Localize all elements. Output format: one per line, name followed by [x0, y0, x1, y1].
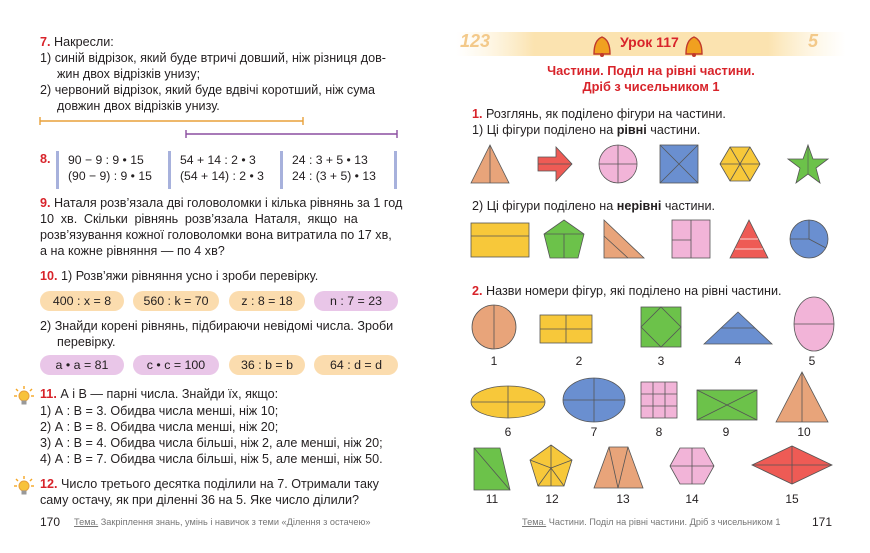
shape-label: 3 — [657, 354, 665, 368]
rectangle-shape — [471, 223, 529, 257]
task-11-line-3: 2) А : В = 8. Обидва числа менші, ніж 20; — [40, 420, 279, 434]
divider-bar — [394, 151, 397, 189]
task-7-segments — [40, 115, 340, 145]
banner-numbers-right: 5 — [808, 31, 819, 51]
task-9-line-2: 10 хв. Скільки рівнянь розв’язала Наталя, якщо на — [40, 212, 358, 226]
page-number-left: 170 — [40, 515, 61, 529]
task-7-number: 7. — [40, 35, 51, 49]
task-9-line-1: 9. Наталя розв’язала дві головоломки і кілька рівнянь за 1 год — [40, 196, 403, 210]
equation-pill: 36 : b = b — [229, 355, 305, 375]
task-11-line-5: 4) А : В = 7. Обидва числа більші, ніж 5, але менші, ніж 50. — [40, 452, 383, 466]
equation-pill: 400 : x = 8 — [40, 291, 124, 311]
task-12-number: 12. — [40, 477, 58, 491]
lightbulb-icon — [14, 386, 34, 408]
shape-13-trapezoid — [594, 447, 643, 488]
task-9-number: 9. — [40, 196, 51, 210]
equation-pill: 64 : d = d — [314, 355, 398, 375]
shape-label: 7 — [590, 425, 598, 439]
divider-bar — [280, 151, 283, 189]
shape-label: 10 — [797, 425, 811, 439]
equation-pill: a • a = 81 — [40, 355, 124, 375]
r-task-1-line-1: 1. Розглянь, як поділено фігури на частини. — [472, 107, 726, 121]
task-10-number: 10. — [40, 269, 58, 283]
shape-5-ellipse — [794, 297, 834, 351]
equal-parts-shapes — [468, 143, 848, 193]
shape-4-triangle — [704, 312, 772, 344]
unequal-parts-shapes — [468, 218, 848, 268]
task-10-line-1: 10. 1) Розв’яжи рівняння усно і зроби перевірку. — [40, 269, 319, 283]
shape-1-circle — [472, 305, 516, 349]
star-shape — [788, 145, 828, 183]
shape-14-hexagon — [670, 448, 714, 484]
shape-11-trapezoid — [474, 448, 510, 490]
shape-15-rhombus — [752, 446, 832, 484]
task-11-line-4: 3) А : В = 4. Обидва числа більші, ніж 2, але менші, ніж 20; — [40, 436, 383, 450]
shape-label: 14 — [685, 492, 699, 506]
shape-label: 12 — [545, 492, 559, 506]
equation-pill: 560 : k = 70 — [133, 291, 219, 311]
task-11-line-2: 1) А : В = 3. Обидва числа менші, ніж 10; — [40, 404, 279, 418]
banner-numbers-left: 123 — [460, 31, 491, 51]
shape-label: 1 — [490, 354, 498, 368]
task-8-number: 8. — [40, 152, 51, 166]
shape-10-triangle — [776, 372, 828, 422]
task-7-line-3: 2) червоний відрізок, який буде вдвічі коротший, ніж сума — [40, 83, 376, 97]
shape-label: 11 — [485, 492, 499, 506]
task-7-line-2: жин двох відрізків унизу; — [57, 67, 201, 81]
numbered-shapes — [466, 300, 846, 510]
triangle-shape — [730, 220, 768, 258]
right-triangle-shape — [604, 220, 644, 258]
shape-label: 5 — [808, 354, 816, 368]
task-10-line-2: 2) Знайди корені рівнянь, підбираючи невідомі числа. Зроби — [40, 319, 394, 333]
r-task-1-line-3: 2) Ці фігури поділено на нерівні частини. — [472, 199, 716, 213]
shape-label: 4 — [734, 354, 742, 368]
lightbulb-icon — [14, 476, 34, 498]
shape-6-ellipse — [471, 386, 545, 418]
lesson-title: Урок 117 — [620, 34, 679, 50]
task-12-line-2: саму остачу, як при діленні 36 на 5. Яке число ділили? — [40, 493, 360, 507]
shape-label: 8 — [655, 425, 663, 439]
task-10-line-3: перевірку. — [57, 335, 116, 349]
footer-right: Тема. Частини. Поділ на рівні частини. Дріб з чисельником 1 — [522, 517, 781, 527]
square-shape — [672, 220, 710, 258]
shape-label: 9 — [722, 425, 730, 439]
task-8-eq-group-2: 54 + 14 : 2 • 3 (54 + 14) : 2 • 3 — [180, 153, 264, 183]
shape-label: 13 — [616, 492, 630, 506]
triangle-shape — [471, 145, 509, 183]
lesson-subtitle-2: Дріб з чисельником 1 — [582, 79, 720, 94]
circle-shape — [599, 145, 637, 183]
equation-pill: z : 8 = 18 — [229, 291, 305, 311]
task-9-line-4: а на кожне рівняння — по 4 хв? — [40, 244, 225, 258]
shape-8-square — [641, 382, 677, 418]
lesson-subtitle-1: Частини. Поділ на рівні частини. — [547, 63, 755, 78]
shape-2-rectangle — [540, 315, 592, 343]
task-11-line-1: 11. А і В — парні числа. Знайди їх, якщо: — [40, 387, 279, 401]
task-11-number: 11. — [40, 387, 57, 401]
task-7-line-1: 1) синій відрізок, який буде втричі довший, ніж різниця дов- — [40, 51, 386, 65]
task-8-eq-group-3: 24 : 3 + 5 • 13 24 : (3 + 5) • 13 — [292, 153, 376, 183]
shape-12-pentagon — [530, 445, 572, 486]
shape-label: 15 — [785, 492, 799, 506]
equation-pill: c • c = 100 — [133, 355, 219, 375]
circle-shape — [790, 220, 828, 258]
r-task-1-number: 1. — [472, 107, 483, 121]
task-7-head: 7. Накресли: — [40, 35, 114, 49]
shape-label: 2 — [575, 354, 583, 368]
divider-bar — [56, 151, 59, 189]
pentagon-shape — [544, 220, 584, 258]
hexagon-shape — [720, 147, 760, 181]
shape-3-square — [641, 307, 681, 347]
equation-pill: n : 7 = 23 — [314, 291, 398, 311]
r-task-2-line-1: 2. Назви номери фігур, які поділено на рівні частини. — [472, 284, 782, 298]
r-task-2-number: 2. — [472, 284, 483, 298]
shape-label: 6 — [504, 425, 512, 439]
square-shape — [660, 145, 698, 183]
page-number-right: 171 — [812, 515, 833, 529]
task-9-line-3: розв’язування кожної головоломки вона витратила по 17 хв, — [40, 228, 392, 242]
divider-bar — [168, 151, 171, 189]
task-8-eq-group-1: 90 − 9 : 9 • 15 (90 − 9) : 9 • 15 — [68, 153, 152, 183]
arrow-shape — [538, 147, 572, 181]
shape-7-ellipse — [563, 378, 625, 422]
task-7-line-4: довжин двох відрізків унизу. — [57, 99, 220, 113]
r-task-1-line-2: 1) Ці фігури поділено на рівні частини. — [472, 123, 701, 137]
task-12-line-1: 12. Число третього десятка поділили на 7. Отримали таку — [40, 477, 379, 491]
shape-9-rectangle — [697, 390, 757, 420]
footer-left: Тема. Закріплення знань, умінь і навичок з теми «Ділення з остачею» — [74, 517, 371, 527]
